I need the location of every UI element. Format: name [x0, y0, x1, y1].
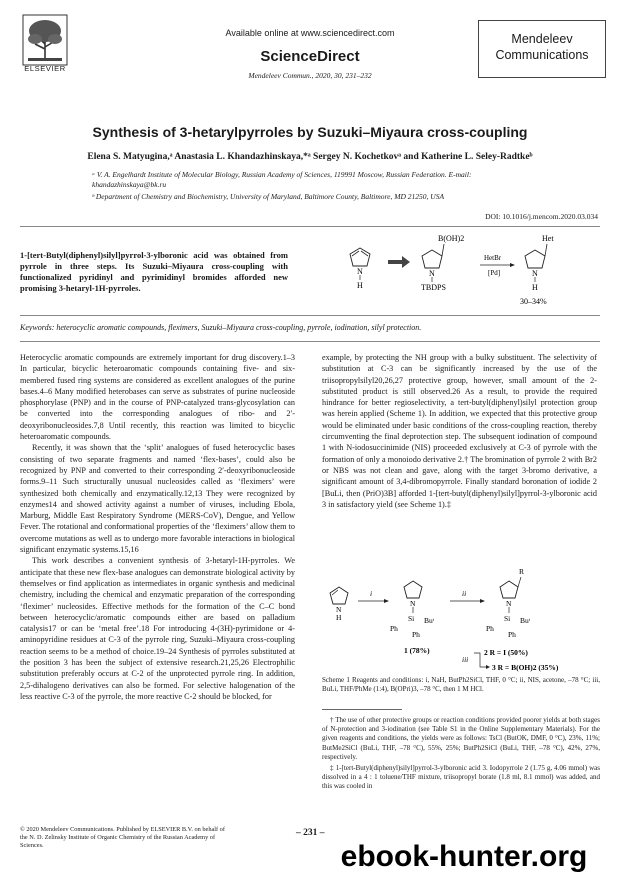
ga-het: Het — [542, 234, 554, 243]
scheme-step-ii: ii — [462, 589, 467, 598]
body-right-column — [322, 352, 597, 510]
compound2-ph-a: Ph — [486, 624, 494, 633]
copyright-notice: © 2020 Mendeleev Communications. Published by ELSEVIER B.V. on behalf of the N. D. Zelinsky Institute of Organic Chemistry of the Russian Academy of Sciences. — [20, 826, 225, 849]
graphical-abstract-scheme — [330, 232, 600, 312]
boronic-acid-structure — [421, 234, 464, 292]
paragraph: Recently, it was shown that the ‘split’ analogues of fused heterocyclic bases consisting of two separate fragments and named ‘flex-bases’, could also be recognized by PNP and converted to their corresponding 2′-deoxyribonucleoside forms.9–11 Such structurally unusual nucleosides called as ‘fleximers’ were synthesized both chemically and enzymatically.12,13 They were recognized by enzymes14 and showed activity against a number of viruses, including Ebola, Marburg, Middle East Respiratory Syndrome (MERS-CoV), Dengue, and Yellow Fever. The rotational and conformational properties of the ‘fleximers’ allow them to overcome mutations as well as to undergo more favorable interactions in biological significant enzymatic systems.15,16 — [20, 443, 295, 555]
ga-h-right: H — [532, 283, 538, 292]
journal-name-box — [478, 20, 606, 78]
compound2-label: 2 R = I (50%) — [484, 648, 528, 657]
affiliation-b: ᵇ Department of Chemistry and Biochemistry, University of Maryland, Baltimore County, Baltimore, MD 21250, USA — [92, 192, 445, 201]
compound1-label: 1 (78%) — [404, 646, 430, 655]
scheme-caption: Scheme 1 Reagents and conditions: i, NaH, ButPh2SiCl, THF, 0 °C; ii, NIS, acetone, –78 °C; iii, BuLi, THF/PhMe (1:4), B(OPri)3, –78 °C, then 1 M HCl. — [322, 676, 600, 693]
pyrrole-structure — [350, 248, 370, 290]
compound2-si: Si — [504, 614, 511, 623]
footnote-divider — [322, 709, 402, 710]
watermark-text: ebook-hunter.org — [340, 840, 588, 873]
available-online-text: Available online at www.sciencedirect.com — [225, 28, 395, 38]
journal-citation: Mendeleev Commun., 2020, 30, 231–232 — [248, 71, 372, 80]
scheme-n: N — [336, 605, 342, 614]
compound3-label: 3 R = B(OH)2 (35%) — [492, 663, 559, 672]
ga-reagent-top: HetBr — [484, 254, 502, 262]
hetarylpyrrole-structure — [525, 234, 554, 292]
scheme-pyrrole — [330, 587, 348, 622]
watermark-logo — [318, 836, 610, 874]
journal-name-line2: Communications — [495, 48, 589, 62]
compound2-n: N — [506, 599, 512, 608]
compound2-but: Buᵗ — [520, 616, 531, 625]
sciencedirect-logo-text: ScienceDirect — [260, 48, 360, 65]
publisher-name: ELSEVIER — [24, 64, 66, 73]
divider-top — [20, 226, 600, 227]
ga-reagent-bottom: [Pd] — [488, 269, 501, 277]
doi: DOI: 10.1016/j.mencom.2020.03.034 — [485, 212, 598, 221]
paragraph: example, by protecting the NH group with a bulky substituent. The selectivity of substitution at C-3 can be significantly increased by the use of the triisopropylsilyl20,26,27 protective group, however, small amount of the 2-substituted product is still observed.26 As a result, to provide the required hindrance for better regioselectivity, a tert-butyl(diphenyl)silyl protection group was herein applied (Scheme 1). In addition, we expected that this protective group would be eliminated under basic conditions of the cross-coupling reaction, thereby circumventing the final deprotection step. The subsequent iodination of compound 1 with N-iodosuccinimide (NIS) proceeded exclusively at C-3 of pyrrole with the formation of only a monoiodo derivative 2.† The bromination of pyrrole 2 with Br2 or NBS was not clean and gave, along with the target 3-bromo derivative, a significant amount of 3,4-dibromopyrrole. Finally standard boronation of iodide 2 [BuLi, then (PriO)3B] afforded 1-[tert-butyl(diphenyl)silyl]pyrrol-3-ylboronic acid 3 in satisfactory yield (see Scheme 1).‡ — [322, 353, 597, 509]
scheme-h: H — [336, 613, 342, 622]
ga-n-right: N — [532, 269, 538, 278]
divider-bottom — [20, 341, 600, 342]
affiliation-a: ᵃ V. A. Engelhardt Institute of Molecular Biology, Russian Academy of Sciences, 119991 Moscow, Russian Federation. E-mail: khandazhinskaya@bk.ru — [92, 170, 472, 189]
compound1-n: N — [410, 599, 416, 608]
paragraph: Heterocyclic aromatic compounds are extremely important for drug discovery.1–3 In particular, bicyclic heteroaromatic compounds containing five- and six-membered fused ring systems are considered as excellent analogues of the purine bases.4–6 Many modified heterobases can serve as substrates of purine nucleoside phosphorylase (PNP) and in the course of PNP-catalyzed trans-glycosylation can be converted into the corresponding analogues of ribo- and 2′-deoxyribonucleosides.7,8 Until recently, this reaction was limited to bicyclic heteroaromatic compounds. — [20, 353, 295, 442]
journal-name-line1: Mendeleev — [511, 32, 573, 46]
compound1-ph-b: Ph — [412, 630, 420, 639]
ga-n-mid: N — [429, 269, 435, 278]
ga-h-left: H — [357, 281, 363, 290]
scheme-1 — [322, 565, 600, 685]
keywords: Keywords: heterocyclic aromatic compounds, fleximers, Suzuki–Miyaura cross-coupling, pyrrole, iodination, silyl protection. — [20, 323, 422, 332]
ga-arrow-1 — [388, 256, 410, 268]
footnote: ‡ 1-[tert-Butyl(diphenyl)silyl]pyrrol-3-ylboronic acid 3. Iodopyrrole 2 (1.75 g, 4.06 mmol) was dissolved in a 4 : 1 toluene/THF mixture, triisopropyl borate (1.8 ml, 8.1 mmol) was added, and this was cooled in — [322, 764, 600, 791]
footnotes — [322, 716, 600, 794]
compound-2-3 — [486, 567, 531, 639]
scheme-step-i: i — [370, 589, 373, 598]
ga-tbdps: TBDPS — [421, 283, 446, 292]
compound1-ph-a: Ph — [390, 624, 398, 633]
compound-1 — [390, 581, 435, 655]
ga-n-left: N — [357, 267, 363, 276]
compound2-r: R — [519, 567, 525, 576]
article-title: Synthesis of 3-hetarylpyrroles by Suzuki–Miyaura cross-coupling — [92, 124, 528, 140]
footnote: † The use of other protective groups or reaction conditions provided poorer yields at both stages of N-protection and 3-iodination (see Table S1 in the Online Supplementary Materials). For the given reagents and conditions, the yields were as follows: TsCl (ButOK, DMF, 0 °C), 23%, 11%; ButMe2SiCl (BuLi, THF, –78 °C), 55%, 25%; ButPh2SiCl (BuLi, THF, –78 °C), 42%, 27%, respectively. — [322, 716, 600, 761]
scheme-step-iii: iii — [462, 655, 469, 664]
paragraph: This work describes a convenient synthesis of 3-hetaryl-1H-pyrroles. We anticipate that these new flex-base analogues can demonstrate biological activity by themselves or find application as intermediates in organic synthesis and medicinal chemistry, including the chemical and enzymatic preparation of the corresponding ‘fleximer’ nucleosides. Effective methods for the formation of the C–C bond between heterocyclic/aromatic compounds either are based on palladium catalysis17 or can be ‘metal free’.18 For introducing 4-(3H)-pyrimidone or 4-aminopyridine residues at C-3 of the pyrrole ring, Suzuki–Miyaura cross-coupling reaction seems to be a method of choice.19–24 Synthesis of pyrroles substituted at the position 3 has been the subject of extensive research.21,25,26 Electrophilic substitution preferably occurs at C-2 of the unprotected pyrrole ring. In addition, 2,5-dihalogeno derivatives can also be formed. For selective halogenation of the less reactive C-3 of the pyrrole, the more reactive C-2 should be blocked, for — [20, 556, 295, 701]
divider-mid — [20, 315, 600, 316]
author-list: Elena S. Matyugina,ᵃ Anastasia L. Khandazhinskaya,*ᵃ Sergey N. Kochetkovᵃ and Katherine L. Seley-Radtkeᵇ — [87, 152, 533, 162]
ga-boronic: B(OH)2 — [438, 234, 465, 243]
body-left-column — [20, 352, 295, 702]
abstract: 1-[tert-Butyl(diphenyl)silyl]pyrrol-3-ylboronic acid was obtained from pyrrole in three steps. Its Suzuki–Miyaura cross-coupling with functionalized pyridinyl and pyrimidinyl bromides afforded new promising 3-hetaryl-1H-pyrroles. — [20, 250, 288, 293]
ga-yield: 30–34% — [520, 297, 547, 306]
compound1-but: Buᵗ — [424, 616, 435, 625]
compound2-ph-b: Ph — [508, 630, 516, 639]
page-number: – 231 – — [296, 828, 325, 838]
compound1-si: Si — [408, 614, 415, 623]
elsevier-tree-logo — [22, 14, 68, 66]
